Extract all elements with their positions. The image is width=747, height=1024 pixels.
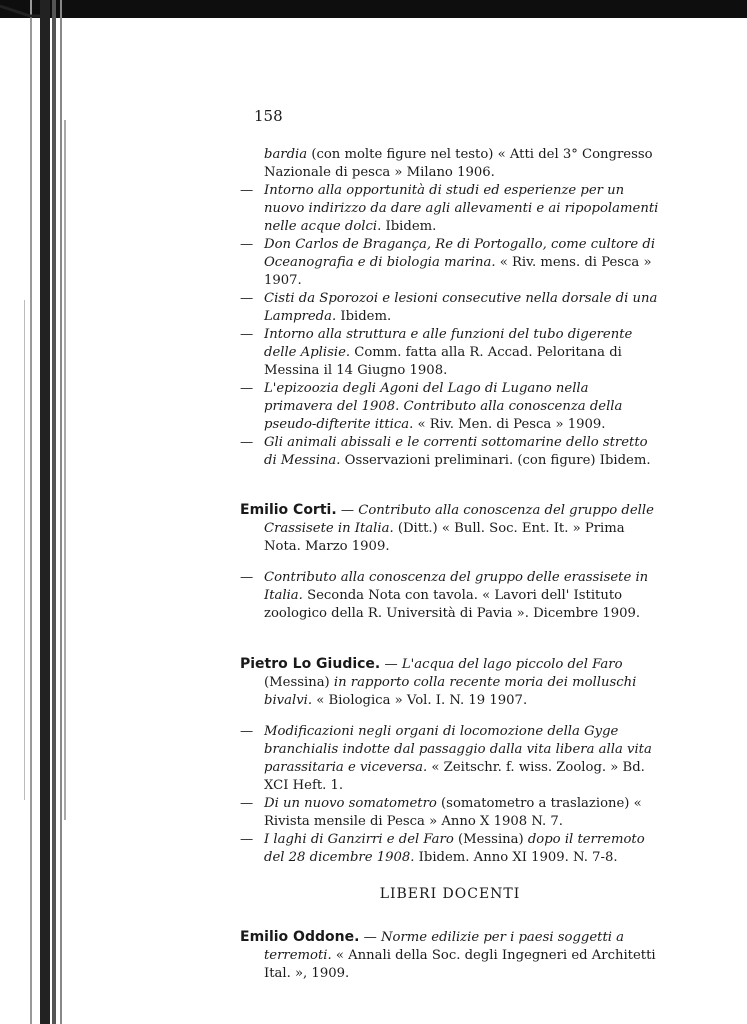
entry-source: « Annali della Soc. degli Ingegneri ed Architetti Ital. », 1909. <box>264 947 656 981</box>
author-entry-oddone <box>240 928 660 983</box>
entry-source: « Biologica » Vol. I. N. 19 1907. <box>312 692 528 708</box>
bib-entry <box>240 831 660 867</box>
entry-title: I laghi di Ganzirri e del Faro <box>264 831 454 847</box>
entry-title: L'acqua del lago piccolo del Faro <box>401 656 623 672</box>
entry-title: Di un nuovo somatometro <box>264 795 437 811</box>
bib-entry <box>240 795 660 831</box>
author-name: Emilio Oddone. <box>240 928 360 945</box>
entry-title: in rapporto colla recente moria dei molluschi bivalvi. <box>264 674 637 708</box>
entry-source: Comm. fatta alla R. Accad. Peloritana di Messina il 14 Giugno 1908. <box>264 345 622 378</box>
entry-source: (con molte figure nel testo) « Atti del 3° Congresso Nazionale di pesca » Milano 1906. <box>264 147 653 180</box>
bib-entry <box>240 723 660 795</box>
dash: — <box>240 327 254 342</box>
entry-title: Norme edilizie per i paesi soggetti a terremoti. <box>264 929 625 963</box>
dash: — <box>240 291 254 306</box>
dash: — <box>363 929 377 945</box>
dash: — <box>240 570 254 586</box>
bib-entry <box>240 182 660 236</box>
author-entry-giudice <box>240 655 660 710</box>
bib-entry <box>240 380 660 434</box>
author-entry-corti <box>240 501 660 556</box>
bib-entry <box>240 434 660 470</box>
continuation-entry <box>240 146 660 182</box>
bib-entry <box>240 290 660 326</box>
entry-title: Contributo alla conoscenza del gruppo delle erassisete in Italia. <box>264 570 649 604</box>
entry-source: (Ditt.) « Bull. Soc. Ent. It. » Prima Nota. Marzo 1909. <box>264 521 625 555</box>
entry-source: Seconda Nota con tavola. « Lavori dell' Istituto zoologico della R. Università di Pavia ». Dicembre 1909. <box>264 588 641 622</box>
entry-source: (Messina) <box>264 674 334 690</box>
entry-list-corti <box>240 569 660 623</box>
entry-title: dopo il terremoto del 28 dicembre 1908. <box>264 831 645 865</box>
dash: — <box>240 381 254 396</box>
dash: — <box>340 503 355 519</box>
dash: — <box>384 656 398 672</box>
author-name: Pietro Lo Giudice. <box>240 655 381 672</box>
entry-title: Cisti da Sporozoi e lesioni consecutive nella dorsale di una Lampreda. <box>264 291 658 324</box>
scan-top-edge <box>0 0 747 18</box>
dash: — <box>240 795 254 811</box>
entry-title: Intorno alla struttura e alle funzioni del tubo digerente delle Aplisie. <box>264 327 633 360</box>
dash: — <box>240 237 254 252</box>
dash: — <box>240 723 254 739</box>
dash: — <box>240 183 254 198</box>
entry-source: Ibidem. Anno XI 1909. N. 7-8. <box>414 849 618 865</box>
entry-source: Ibidem. <box>381 219 437 234</box>
page-number: 158 <box>254 107 283 125</box>
entry-source: Ibidem. <box>336 309 392 324</box>
entry-source: (somatometro a traslazione) « Rivista mensile di Pesca » Anno X 1908 N. 7. <box>264 795 642 829</box>
dash: — <box>240 831 254 847</box>
dash: — <box>240 435 254 450</box>
entry-source: « Riv. Men. di Pesca » 1909. <box>413 417 606 432</box>
entry-title: Contributo alla conoscenza del gruppo delle Crassisete in Italia. <box>264 503 654 537</box>
entry-source: « Zeitschr. f. wiss. Zoolog. » Bd. XCI Heft. 1. <box>264 759 645 793</box>
entry-source: Osservazioni preliminari. (con figure) Ibidem. <box>340 453 651 468</box>
entry-list-giudice <box>240 723 660 867</box>
entry-title: bardia <box>264 147 308 162</box>
entry-title: Don Carlos de Bragança, Re di Portogallo, come cultore di Oceanografia e di biologia marina. <box>264 237 656 270</box>
entry-source: « Riv. mens. di Pesca » 1907. <box>264 255 652 288</box>
author-name: Emilio Corti. <box>240 502 337 519</box>
entry-list-1 <box>240 182 660 470</box>
entry-title: Modificazioni negli organi di locomozione della Gyge branchialis indotte dal passaggio dalla vita libera alla vita parassitaria e viceversa. <box>264 723 652 775</box>
entry-title: Gli animali abissali e le correnti sottomarine dello stretto di Messina. <box>264 435 648 468</box>
entry-source: (Messina) <box>453 831 528 847</box>
entry-title: Intorno alla opportunità di studi ed esperienze per un nuovo indirizzo da dare agli allevamenti e ai ripopolamenti nelle acque dolci. <box>264 183 659 234</box>
bib-entry <box>240 569 660 623</box>
bib-entry <box>240 326 660 380</box>
book-binding-edge <box>0 0 72 1024</box>
bib-entry <box>240 236 660 290</box>
section-heading: LIBERI DOCENTI <box>379 885 521 902</box>
bibliography <box>240 146 660 996</box>
entry-title: L'epizoozia degli Agoni del Lago di Lugano nella primavera del 1908. Contributo alla conoscenza della pseudo-difterite ittica. <box>264 381 623 432</box>
